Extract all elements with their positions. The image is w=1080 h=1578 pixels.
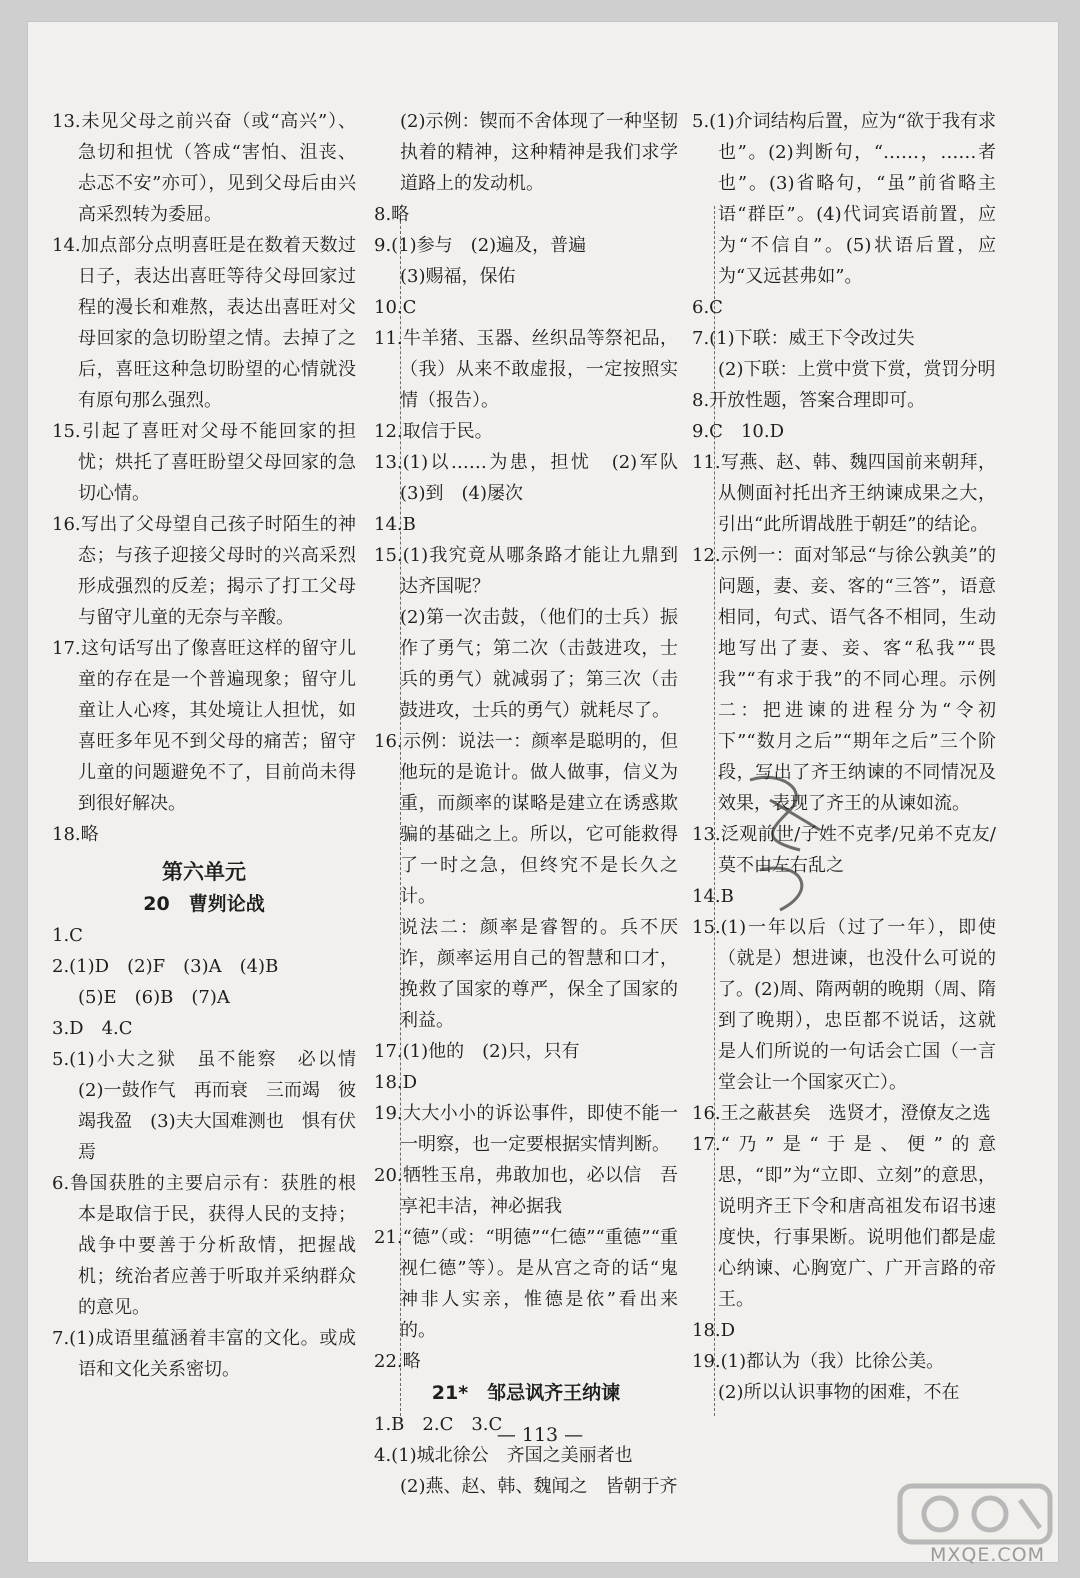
lesson-title: 20 曹刿论战 [143,893,265,915]
answer-item: 18.D [374,1072,418,1093]
answer-item: 19.大大小小的诉讼事件，即使不能一一明察，也一定要根据实情判断。 [374,1103,678,1155]
lesson-title: 21* 邹忌讽齐王纳谏 [431,1382,621,1404]
answer-item: 1.C [52,925,83,946]
column-1 [52,106,374,1385]
answer-item: 7.(1)成语里蕴涵着丰富的文化。或成语和文化关系密切。 [52,1328,356,1380]
answer-item: (2)示例：锲而不舍体现了一种坚韧执着的精神，这种精神是我们求学道路上的发动机。 [400,111,678,194]
answer-item: 10.C [374,297,417,318]
answer-item: 5.(1)介词结构后置，应为“欲于我有求也”。(2)判断句，“……，……者也”。(3)省略句，“虽”前省略主语“群臣”。(4)代词宾语前置，应为“不信自”。(5)状语后置，应为“又远甚弗如”。 [692,111,996,287]
answer-item: 6.鲁国获胜的主要启示有：获胜的根本是取信于民，获得人民的支持；战争中要善于分析敌情，把握战机；统治者应善于听取并采纳群众的意见。 [52,1173,356,1318]
answer-item: 16.示例：说法一：颜率是聪明的，但他玩的是诡计。做人做事，信义为重，而颜率的谋略是建立在诱惑欺骗的基础之上。所以，它可能救得了一时之急，但终究不是长久之计。 [374,731,678,907]
answer-item: 20.牺牲玉帛，弗敢加也，必以信 吾享祀丰洁，神必据我 [374,1165,678,1217]
answer-item: 12.取信于民。 [374,421,493,442]
answer-item: 13.(1)以……为患，担忧 (2)军队 (3)到 (4)屡次 [374,452,696,504]
answer-item: 14.B [692,886,734,907]
answer-item: 9.C 10.D [692,421,785,442]
answer-item: (2)第一次击鼓，（他们的士兵）振作了勇气；第二次（击鼓进攻，士兵的勇气）就减弱了；第三次（击鼓进攻，士兵的勇气）就耗尽了。 [400,607,678,721]
answer-item: (2)下联：上赏中赏下赏，赏罚分明 [718,359,996,380]
answer-item: 13.未见父母之前兴奋（或“高兴”）、急切和担忧（答成“害怕、沮丧、忐忑不安”亦可），见到父母后由兴高采烈转为委屈。 [52,111,356,225]
answer-item: 17.(1)他的 (2)只，只有 [374,1041,580,1062]
answer-item: (5)E (6)B (7)A [78,987,230,1008]
answer-item: 8.略 [374,204,410,225]
answer-item: 16.王之蔽甚矣 选贤才，澄僚友之选 [692,1103,991,1124]
answer-item: 15.(1)我究竟从哪条路才能让九鼎到达齐国呢？ [374,545,678,597]
column-2 [374,106,696,1502]
answer-item: 22.略 [374,1351,421,1372]
unit-title: 第六单元 [162,860,246,884]
answer-item: 1.B 2.C 3.C [374,1414,503,1435]
answer-item: 17.这句话写出了像喜旺这样的留守儿童的存在是一个普遍现象；留守儿童让人心疼，其处境让人担忧，如喜旺多年见不到父母的痛苦；留守儿童的问题避免不了，目前尚未得到很好解决。 [52,638,356,814]
answer-item: 14.B [374,514,416,535]
page-number: — 113 — [496,1424,584,1446]
answer-item: 18.D [692,1320,736,1341]
answer-item: 16.写出了父母望自己孩子时陌生的神态；与孩子迎接父母时的兴高采烈形成强烈的反差；揭示了打工父母与留守儿童的无奈与辛酸。 [52,514,356,628]
handwritten-scribble [740,770,840,930]
answer-item: 13.泛观前世/子姓不克孝/兄弟不克友/莫不由左右乱之 [692,824,996,876]
answer-item: 9.(1)参与 (2)遍及，普遍 [374,235,587,256]
answer-item: 14.加点部分点明喜旺是在数着天数过日子，表达出喜旺等待父母回家过程的漫长和难熬，表达出喜旺对父母回家的急切盼望之情。去掉了之后，喜旺这种急切盼望的心情就没有原句那么强烈。 [52,235,356,411]
answer-item: 5.(1)小大之狱 虽不能察 必以情 (2)一鼓作气 再而衰 三而竭 彼竭我盈 (3)夫大国难测也 惧有伏焉 [52,1049,374,1163]
answer-item: (2)所以认识事物的困难，不在 [718,1382,960,1403]
answer-item: 17.“乃”是“于是、便”的意思，“即”为“立即、立刻”的意思，说明齐王下令和唐高祖发布诏书速度快，行事果断。说明他们都是虚心纳谏、心胸宽广、广开言路的帝王。 [692,1134,996,1310]
answer-item: 19.(1)都认为（我）比徐公美。 [692,1351,945,1372]
answer-item: 21.“德”（或：“明德”“仁德”“重德”“重视仁德”等）。是从宫之奇的话“鬼神非人实亲，惟德是依”看出来的。 [374,1227,678,1341]
watermark-text: MXQE.COM [930,1544,1046,1566]
answer-item: 15.(1)一年以后（过了一年），即使（就是）想进谏，也没什么可说的了。(2)周、隋两朝的晚期（周、隋到了晚期），忠臣都不说话，这就是人们所说的一句话会亡国（一言堂会让一个国家灭亡）。 [692,917,996,1093]
answer-item: (2)燕、赵、韩、魏闻之 皆朝于齐 [400,1476,678,1497]
answer-item: 11.牛羊猪、玉器、丝织品等祭祀品，（我）从来不敢虚报，一定按照实情（报告）。 [374,328,678,411]
answer-item: 4.(1)城北徐公 齐国之美丽者也 [374,1445,633,1466]
answer-item: 8.开放性题，答案合理即可。 [692,390,926,411]
answer-item: 7.(1)下联：威王下令改过失 [692,328,915,349]
answer-item: 6.C [692,297,723,318]
answer-item: 12.示例一：面对邹忌“与徐公孰美”的问题，妻、妾、客的“三答”，语意相同，句式、语气各不相同，生动地写出了妻、妾、客“私我”“畏我”“有求于我”的不同心理。示例二：把进谏的进程分为“令初下”“数月之后”“期年之后”三个阶段，写出了齐王纳谏的不同情况及效果，表现了齐王的从谏如流。 [692,545,996,814]
answer-item: 15.引起了喜旺对父母不能回家的担忧；烘托了喜旺盼望父母回家的急切心情。 [52,421,356,504]
column-3 [692,106,996,1408]
answer-item: 3.D 4.C [52,1018,133,1039]
answer-item: 说法二：颜率是睿智的。兵不厌诈，颜率运用自己的智慧和口才，挽救了国家的尊严，保全了国家的利益。 [400,917,678,1031]
answer-item: 18.略 [52,824,99,845]
answer-item: 11.写燕、赵、韩、魏四国前来朝拜，从侧面衬托出齐王纳谏成果之大，引出“此所谓战胜于朝廷”的结论。 [692,452,996,535]
answer-item: 2.(1)D (2)F (3)A (4)B [52,956,279,977]
answer-item: (3)赐福，保佑 [400,266,516,287]
